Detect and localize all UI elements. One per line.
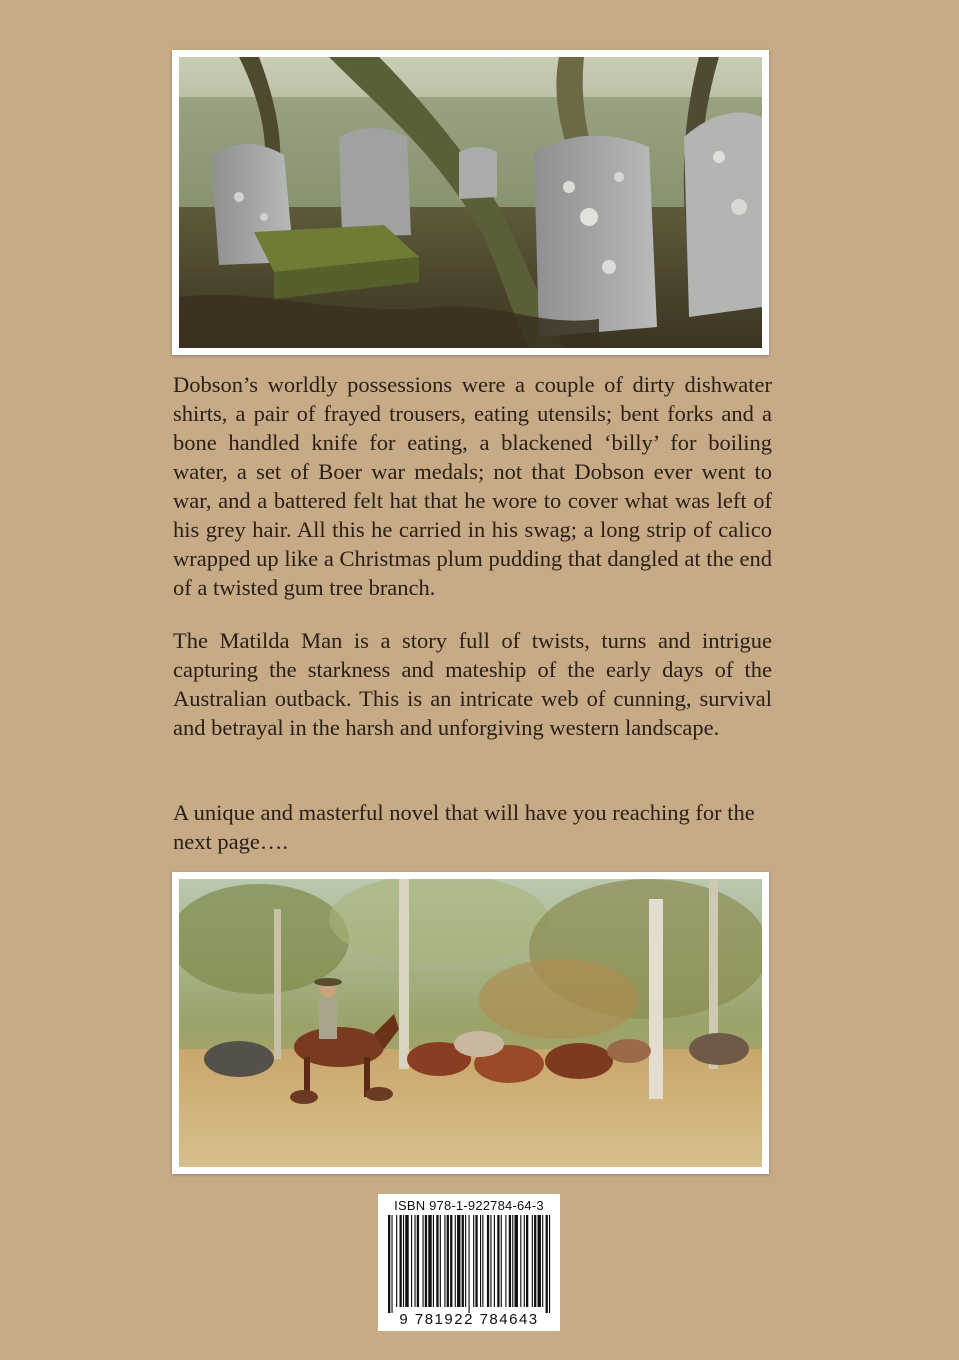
barcode-bar — [440, 1215, 441, 1307]
cattle-drover-painting — [179, 879, 762, 1167]
barcode-digits: 9 781922 784643 — [399, 1311, 539, 1328]
barcode-bar — [469, 1215, 470, 1313]
cattle-painting-frame — [172, 872, 769, 1174]
barcode-bar — [494, 1215, 495, 1307]
barcode-bar — [512, 1215, 513, 1307]
barcode-bar — [417, 1215, 419, 1307]
graveyard-photo-frame — [172, 50, 769, 355]
barcode-bar — [400, 1215, 402, 1307]
barcode-bar — [549, 1215, 550, 1313]
barcode-bar — [425, 1215, 427, 1307]
barcode-bar — [462, 1215, 464, 1307]
barcode-bar — [447, 1215, 449, 1307]
barcode-bar — [457, 1215, 460, 1307]
barcode-bar — [473, 1215, 474, 1307]
barcode-bar — [475, 1215, 477, 1307]
barcode-bar — [509, 1215, 511, 1307]
graveyard-photo — [179, 57, 762, 348]
barcode-bar — [515, 1215, 518, 1307]
barcode-bar — [403, 1215, 404, 1307]
barcode-bars — [384, 1215, 554, 1313]
barcode-bar — [396, 1215, 397, 1307]
barcode-bar — [524, 1215, 525, 1307]
barcode-bar — [391, 1215, 392, 1313]
barcode-bar — [520, 1215, 521, 1307]
barcode-bar — [450, 1215, 452, 1307]
isbn-barcode — [378, 1194, 560, 1331]
barcode-bar — [455, 1215, 456, 1307]
barcode-bar — [487, 1215, 489, 1307]
barcode-bar — [532, 1215, 533, 1307]
blurb-paragraph: A unique and masterful novel that will have you reaching for the next page…. — [173, 800, 755, 854]
barcode-bar — [444, 1215, 445, 1307]
barcode-bar — [405, 1215, 408, 1307]
barcode-bar — [490, 1215, 491, 1307]
barcode-bar — [534, 1215, 536, 1307]
barcode-bar — [433, 1215, 434, 1307]
barcode-bar — [411, 1215, 412, 1307]
isbn-label: ISBN 978-1-922784-64-3 — [394, 1198, 544, 1213]
barcode-bar — [505, 1215, 506, 1307]
barcode-bar — [388, 1215, 390, 1313]
barcode-bar — [436, 1215, 438, 1307]
barcode-bar — [423, 1215, 424, 1307]
barcode-bar — [497, 1215, 499, 1307]
barcode-bar — [428, 1215, 431, 1307]
barcode-bar — [465, 1215, 466, 1307]
blurb-paragraph: Dobson’s worldly possessions were a couple of dirty dishwater shirts, a pair of frayed trousers, eating utensils; bent forks and a bone handled knife for eating, a blackened ‘billy’ for boiling water, a set of Boer war medals; not that Dobson ever went to war, and a battered felt hat that he wore to cover what was left of his grey hair. All this he carried in his swag; a long strip of calico wrapped up like a Christmas plum pudding that dangled at the end of a twisted gum tree branch. — [173, 372, 772, 600]
barcode-bar — [546, 1215, 548, 1313]
barcode-bar — [542, 1215, 543, 1307]
barcode-bar — [538, 1215, 541, 1307]
barcode-bar — [480, 1215, 481, 1307]
barcode-bar — [526, 1215, 528, 1307]
blurb-paragraph: The Matilda Man is a story full of twists, turns and intrigue capturing the starkness and mateship of the early days of the Australian outback. This is an intricate web of cunning, survival and betrayal in the harsh and unforgiving western landscape. — [173, 628, 772, 740]
barcode-bar — [501, 1215, 502, 1307]
barcode-bar — [414, 1215, 415, 1307]
barcode-bar — [482, 1215, 483, 1307]
